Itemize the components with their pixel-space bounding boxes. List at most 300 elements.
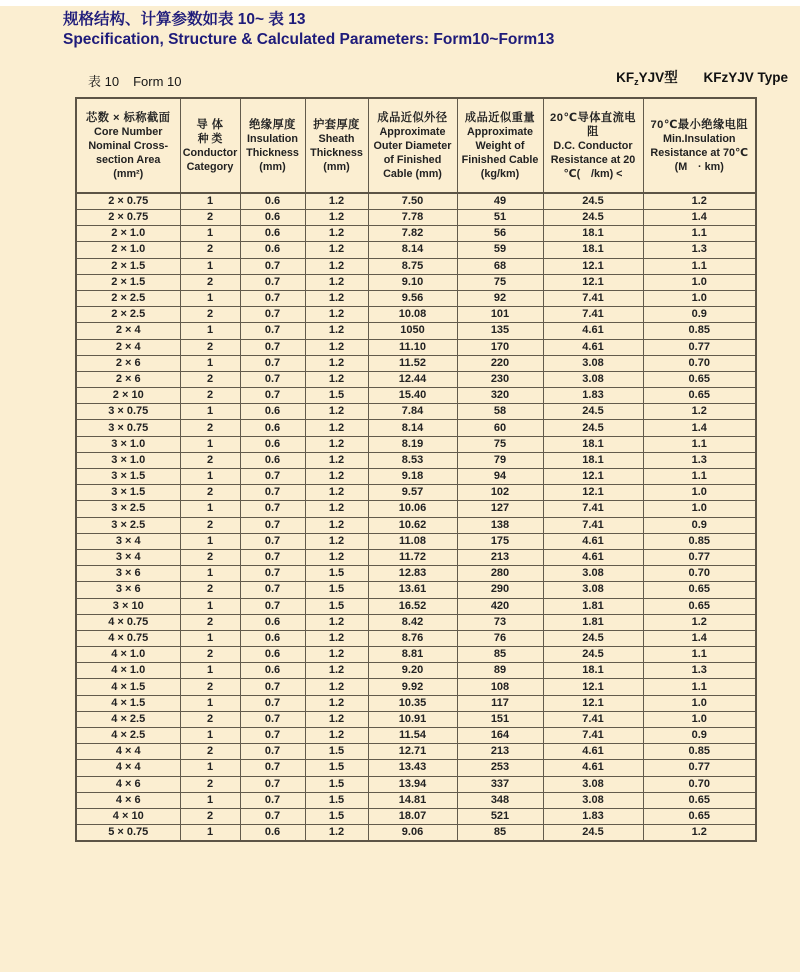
cell: 89: [457, 663, 543, 679]
specification-table: [75, 97, 757, 842]
table-row: [76, 630, 756, 646]
cell: 0.85: [643, 744, 756, 760]
cell: 3 × 0.75: [76, 420, 180, 436]
cell: 0.6: [240, 630, 305, 646]
cell: 94: [457, 469, 543, 485]
table-row: [76, 728, 756, 744]
cell: 420: [457, 598, 543, 614]
cell: 3.08: [543, 566, 643, 582]
document-title: [63, 10, 554, 50]
cell: 7.78: [368, 210, 457, 226]
cell: 9.06: [368, 825, 457, 842]
cell: 8.81: [368, 647, 457, 663]
cell: 68: [457, 258, 543, 274]
cell: 2: [180, 307, 240, 323]
table-row: [76, 210, 756, 226]
cell: 18.1: [543, 436, 643, 452]
cell: 170: [457, 339, 543, 355]
cell: 1.2: [643, 404, 756, 420]
cell: 1.2: [305, 679, 368, 695]
cell: 1.81: [543, 614, 643, 630]
cell: 1.3: [643, 452, 756, 468]
cell: 4.61: [543, 339, 643, 355]
cell: 348: [457, 792, 543, 808]
cell: 337: [457, 776, 543, 792]
cell: 1.2: [305, 226, 368, 242]
cell: 4 × 0.75: [76, 630, 180, 646]
table-header: [76, 98, 756, 193]
cell: 0.70: [643, 566, 756, 582]
page-top-strip: [0, 0, 800, 6]
cell: 11.10: [368, 339, 457, 355]
cell: 0.7: [240, 695, 305, 711]
cell: 3 × 1.5: [76, 485, 180, 501]
cell: 0.85: [643, 323, 756, 339]
cell: 2: [180, 679, 240, 695]
cell: 1.2: [305, 210, 368, 226]
cell: 0.77: [643, 339, 756, 355]
table-row: [76, 485, 756, 501]
table-row: [76, 274, 756, 290]
cell: 12.1: [543, 274, 643, 290]
cell: 60: [457, 420, 543, 436]
cell: 220: [457, 355, 543, 371]
cell: 75: [457, 274, 543, 290]
cell: 7.82: [368, 226, 457, 242]
column-header: 芯数 × 标称截面 Core Number Nominal Cross- section Area (mm²): [76, 98, 180, 193]
cell: 1.83: [543, 808, 643, 824]
cell: 2: [180, 647, 240, 663]
cell: 3 × 6: [76, 582, 180, 598]
cell: 4 × 1.0: [76, 647, 180, 663]
cell: 1.2: [305, 258, 368, 274]
cell: 0.7: [240, 339, 305, 355]
cell: 13.61: [368, 582, 457, 598]
cell: 0.7: [240, 549, 305, 565]
table-row: [76, 388, 756, 404]
table-row: [76, 420, 756, 436]
cell: 1.1: [643, 647, 756, 663]
cell: 11.52: [368, 355, 457, 371]
cell: 1.5: [305, 598, 368, 614]
cell: 10.91: [368, 711, 457, 727]
cell: 1.5: [305, 566, 368, 582]
cell: 1.0: [643, 695, 756, 711]
cell: 1: [180, 258, 240, 274]
cell: 0.65: [643, 388, 756, 404]
cell: 2 × 1.0: [76, 226, 180, 242]
table-row: [76, 290, 756, 306]
cell: 9.10: [368, 274, 457, 290]
table-row: [76, 582, 756, 598]
cell: 4 × 0.75: [76, 614, 180, 630]
cell: 0.6: [240, 647, 305, 663]
cell: 521: [457, 808, 543, 824]
cell: 9.56: [368, 290, 457, 306]
cell: 1.2: [305, 452, 368, 468]
cell: 2 × 2.5: [76, 290, 180, 306]
cell: 0.7: [240, 388, 305, 404]
cell: 15.40: [368, 388, 457, 404]
cell: 1.2: [305, 290, 368, 306]
cell: 0.7: [240, 485, 305, 501]
cell: 2 × 1.5: [76, 274, 180, 290]
cell: 0.6: [240, 436, 305, 452]
table-row: [76, 695, 756, 711]
cell: 1.1: [643, 469, 756, 485]
cell: 4 × 4: [76, 744, 180, 760]
cell: 1.81: [543, 598, 643, 614]
cell: 0.9: [643, 517, 756, 533]
cell: 253: [457, 760, 543, 776]
cell: 12.44: [368, 371, 457, 387]
cell: 0.7: [240, 469, 305, 485]
cell: 1: [180, 404, 240, 420]
cell: 3 × 1.0: [76, 436, 180, 452]
cell: 1.5: [305, 744, 368, 760]
cell: 2: [180, 517, 240, 533]
cell: 1.3: [643, 663, 756, 679]
cell: 290: [457, 582, 543, 598]
cell: 4 × 1.0: [76, 663, 180, 679]
cell: 0.65: [643, 582, 756, 598]
cell: 0.6: [240, 404, 305, 420]
column-header: 绝缘厚度 Insulation Thickness (mm): [240, 98, 305, 193]
cell: 1.1: [643, 258, 756, 274]
cell: 0.65: [643, 371, 756, 387]
cell: 1.2: [305, 307, 368, 323]
cell: 8.14: [368, 420, 457, 436]
column-header: 成品近似外径 Approximate Outer Diameter of Finished Cable (mm): [368, 98, 457, 193]
cell: 24.5: [543, 404, 643, 420]
cell: 18.1: [543, 226, 643, 242]
table-row: [76, 679, 756, 695]
cell: 320: [457, 388, 543, 404]
cell: 1.2: [305, 420, 368, 436]
cell: 1: [180, 728, 240, 744]
cell: 0.7: [240, 598, 305, 614]
cell: 1.5: [305, 760, 368, 776]
cell: 1: [180, 290, 240, 306]
cell: 7.41: [543, 290, 643, 306]
cell: 3 × 1.0: [76, 452, 180, 468]
cell: 1.0: [643, 501, 756, 517]
table-row: [76, 355, 756, 371]
cell: 10.08: [368, 307, 457, 323]
cell: 0.65: [643, 808, 756, 824]
cell: 108: [457, 679, 543, 695]
cell: 1.4: [643, 420, 756, 436]
cell: 1: [180, 825, 240, 842]
cell: 1.2: [305, 355, 368, 371]
cell: 7.41: [543, 711, 643, 727]
cell: 4 × 6: [76, 792, 180, 808]
cell: 1.0: [643, 274, 756, 290]
cell: 1: [180, 663, 240, 679]
cell: 102: [457, 485, 543, 501]
cell: 58: [457, 404, 543, 420]
cell: 0.7: [240, 679, 305, 695]
cell: 138: [457, 517, 543, 533]
cell: 1: [180, 792, 240, 808]
cell: 59: [457, 242, 543, 258]
cell: 2 × 10: [76, 388, 180, 404]
cell: 1.2: [643, 825, 756, 842]
cell: 8.53: [368, 452, 457, 468]
cell: 1.4: [643, 210, 756, 226]
cell: 85: [457, 647, 543, 663]
cell: 213: [457, 744, 543, 760]
cell: 12.1: [543, 679, 643, 695]
cell: 1.2: [305, 323, 368, 339]
cell: 0.6: [240, 452, 305, 468]
cable-type-label: [616, 66, 788, 87]
table-row: [76, 614, 756, 630]
column-header: 成品近似重量 Approximate Weight of Finished Cable (kg/km): [457, 98, 543, 193]
cell: 1.2: [305, 436, 368, 452]
cell: 92: [457, 290, 543, 306]
form-label: [88, 71, 181, 90]
cell: 14.81: [368, 792, 457, 808]
cell: 75: [457, 436, 543, 452]
cell: 7.41: [543, 728, 643, 744]
cell: 2: [180, 274, 240, 290]
cell: 11.54: [368, 728, 457, 744]
table-row: [76, 776, 756, 792]
table-row: [76, 517, 756, 533]
cell: 24.5: [543, 825, 643, 842]
cell: 4 × 10: [76, 808, 180, 824]
cell: 2 × 1.0: [76, 242, 180, 258]
column-header: 20℃导体直流电阻 D.C. Conductor Resistance at 20 ℃( /km) <: [543, 98, 643, 193]
cell: 0.6: [240, 226, 305, 242]
cell: 3.08: [543, 355, 643, 371]
cell: 4 × 2.5: [76, 728, 180, 744]
cell: 0.7: [240, 290, 305, 306]
cell: 1.2: [305, 728, 368, 744]
cell: 1: [180, 226, 240, 242]
cell: 1.2: [305, 630, 368, 646]
cell: 1.0: [643, 290, 756, 306]
cell: 13.43: [368, 760, 457, 776]
cell: 1.2: [643, 614, 756, 630]
cell: 1.2: [305, 339, 368, 355]
cell: 0.7: [240, 371, 305, 387]
cell: 8.14: [368, 242, 457, 258]
cell: 127: [457, 501, 543, 517]
cell: 1.2: [305, 614, 368, 630]
cell: 0.7: [240, 517, 305, 533]
cell: 3.08: [543, 792, 643, 808]
cell: 1.2: [305, 647, 368, 663]
cell: 10.62: [368, 517, 457, 533]
cell: 0.7: [240, 307, 305, 323]
cell: 3 × 6: [76, 566, 180, 582]
cell: 1: [180, 469, 240, 485]
cell: 8.19: [368, 436, 457, 452]
cell: 3 × 2.5: [76, 501, 180, 517]
cell: 0.65: [643, 598, 756, 614]
cell: 2 × 0.75: [76, 210, 180, 226]
cell: 4 × 4: [76, 760, 180, 776]
cell: 0.7: [240, 258, 305, 274]
cell: 0.77: [643, 760, 756, 776]
cell: 1.2: [305, 501, 368, 517]
cell: 4.61: [543, 760, 643, 776]
cell: 1.2: [305, 193, 368, 210]
cell: 7.41: [543, 307, 643, 323]
cell: 85: [457, 825, 543, 842]
cell: 49: [457, 193, 543, 210]
cell: 1.2: [305, 549, 368, 565]
cell: 0.6: [240, 420, 305, 436]
cell: 7.84: [368, 404, 457, 420]
cell: 280: [457, 566, 543, 582]
table-row: [76, 469, 756, 485]
table-body: [76, 193, 756, 841]
cell: 2: [180, 614, 240, 630]
cell: 9.92: [368, 679, 457, 695]
table-row: [76, 339, 756, 355]
table-row: [76, 598, 756, 614]
cell: 1: [180, 695, 240, 711]
cell: 2: [180, 711, 240, 727]
table-row: [76, 404, 756, 420]
cell: 164: [457, 728, 543, 744]
cell: 0.7: [240, 711, 305, 727]
cell: 0.7: [240, 323, 305, 339]
document-title-en: Specification, Structure & Calculated Parameters: Form10~Form13: [63, 31, 555, 48]
table-row: [76, 323, 756, 339]
cell: 1.83: [543, 388, 643, 404]
cell: 4 × 2.5: [76, 711, 180, 727]
cell: 1.2: [305, 663, 368, 679]
cell: 24.5: [543, 420, 643, 436]
cell: 1.3: [643, 242, 756, 258]
cell: 4 × 1.5: [76, 695, 180, 711]
column-header: 护套厚度 Sheath Thickness (mm): [305, 98, 368, 193]
cell: 12.1: [543, 469, 643, 485]
cell: 2: [180, 549, 240, 565]
cell: 0.7: [240, 792, 305, 808]
cell: 1.5: [305, 388, 368, 404]
cell: 1: [180, 355, 240, 371]
cell: 9.57: [368, 485, 457, 501]
cell: 2 × 6: [76, 371, 180, 387]
cell: 0.85: [643, 533, 756, 549]
cell: 1.2: [305, 469, 368, 485]
table-row: [76, 258, 756, 274]
cell: 8.42: [368, 614, 457, 630]
cell: 2: [180, 339, 240, 355]
document-title-zh: 规格结构、计算参数如表 10~ 表 13: [63, 11, 306, 28]
cell: 3.08: [543, 582, 643, 598]
cell: 13.94: [368, 776, 457, 792]
table-row: [76, 436, 756, 452]
cell: 2: [180, 388, 240, 404]
cell: 0.6: [240, 825, 305, 842]
table-row: [76, 371, 756, 387]
cell: 2: [180, 744, 240, 760]
cell: 4 × 1.5: [76, 679, 180, 695]
cell: 1.2: [305, 517, 368, 533]
cell: 117: [457, 695, 543, 711]
cell: 2: [180, 582, 240, 598]
cell: 1: [180, 501, 240, 517]
table-row: [76, 647, 756, 663]
cell: 2: [180, 776, 240, 792]
cell: 2: [180, 420, 240, 436]
cell: 0.6: [240, 210, 305, 226]
table-row: [76, 566, 756, 582]
cell: 1: [180, 533, 240, 549]
cell: 1.1: [643, 226, 756, 242]
cell: 2 × 0.75: [76, 193, 180, 210]
cell: 12.1: [543, 695, 643, 711]
form-label-en: Form 10: [133, 74, 182, 89]
cell: 2 × 4: [76, 323, 180, 339]
cell: 11.72: [368, 549, 457, 565]
cell: 5 × 0.75: [76, 825, 180, 842]
cell: 3 × 0.75: [76, 404, 180, 420]
cell: 4 × 6: [76, 776, 180, 792]
cell: 1: [180, 598, 240, 614]
cell: 151: [457, 711, 543, 727]
cell: 2 × 1.5: [76, 258, 180, 274]
cell: 1.2: [305, 404, 368, 420]
cell: 0.9: [643, 307, 756, 323]
cell: 1.2: [305, 711, 368, 727]
table-row: [76, 452, 756, 468]
cell: 1.2: [305, 825, 368, 842]
cell: 8.75: [368, 258, 457, 274]
cell: 10.06: [368, 501, 457, 517]
cell: 1.0: [643, 485, 756, 501]
table-row: [76, 501, 756, 517]
cell: 2: [180, 242, 240, 258]
cell: 0.7: [240, 728, 305, 744]
cell: 1.2: [643, 193, 756, 210]
cell: 3.08: [543, 371, 643, 387]
column-header: 导 体 种 类 Conductor Category: [180, 98, 240, 193]
cell: 0.70: [643, 355, 756, 371]
cell: 1.2: [305, 274, 368, 290]
cell: 0.6: [240, 663, 305, 679]
cell: 3 × 2.5: [76, 517, 180, 533]
cell: 2: [180, 485, 240, 501]
cell: 16.52: [368, 598, 457, 614]
cell: 0.7: [240, 355, 305, 371]
cable-type-en: KFzYJV Type: [703, 70, 788, 85]
cell: 1.1: [643, 436, 756, 452]
cell: 7.50: [368, 193, 457, 210]
cell: 1: [180, 193, 240, 210]
cell: 1050: [368, 323, 457, 339]
cell: 1.5: [305, 808, 368, 824]
cell: 24.5: [543, 193, 643, 210]
cell: 0.7: [240, 744, 305, 760]
cable-type-zh: $KF_zYJV$型: [616, 70, 678, 87]
cell: 24.5: [543, 210, 643, 226]
cell: 51: [457, 210, 543, 226]
cell: 4.61: [543, 323, 643, 339]
header-row: [76, 98, 756, 193]
cell: 1.2: [305, 242, 368, 258]
cell: 0.7: [240, 808, 305, 824]
cell: 0.7: [240, 533, 305, 549]
cell: 0.7: [240, 274, 305, 290]
cell: 175: [457, 533, 543, 549]
